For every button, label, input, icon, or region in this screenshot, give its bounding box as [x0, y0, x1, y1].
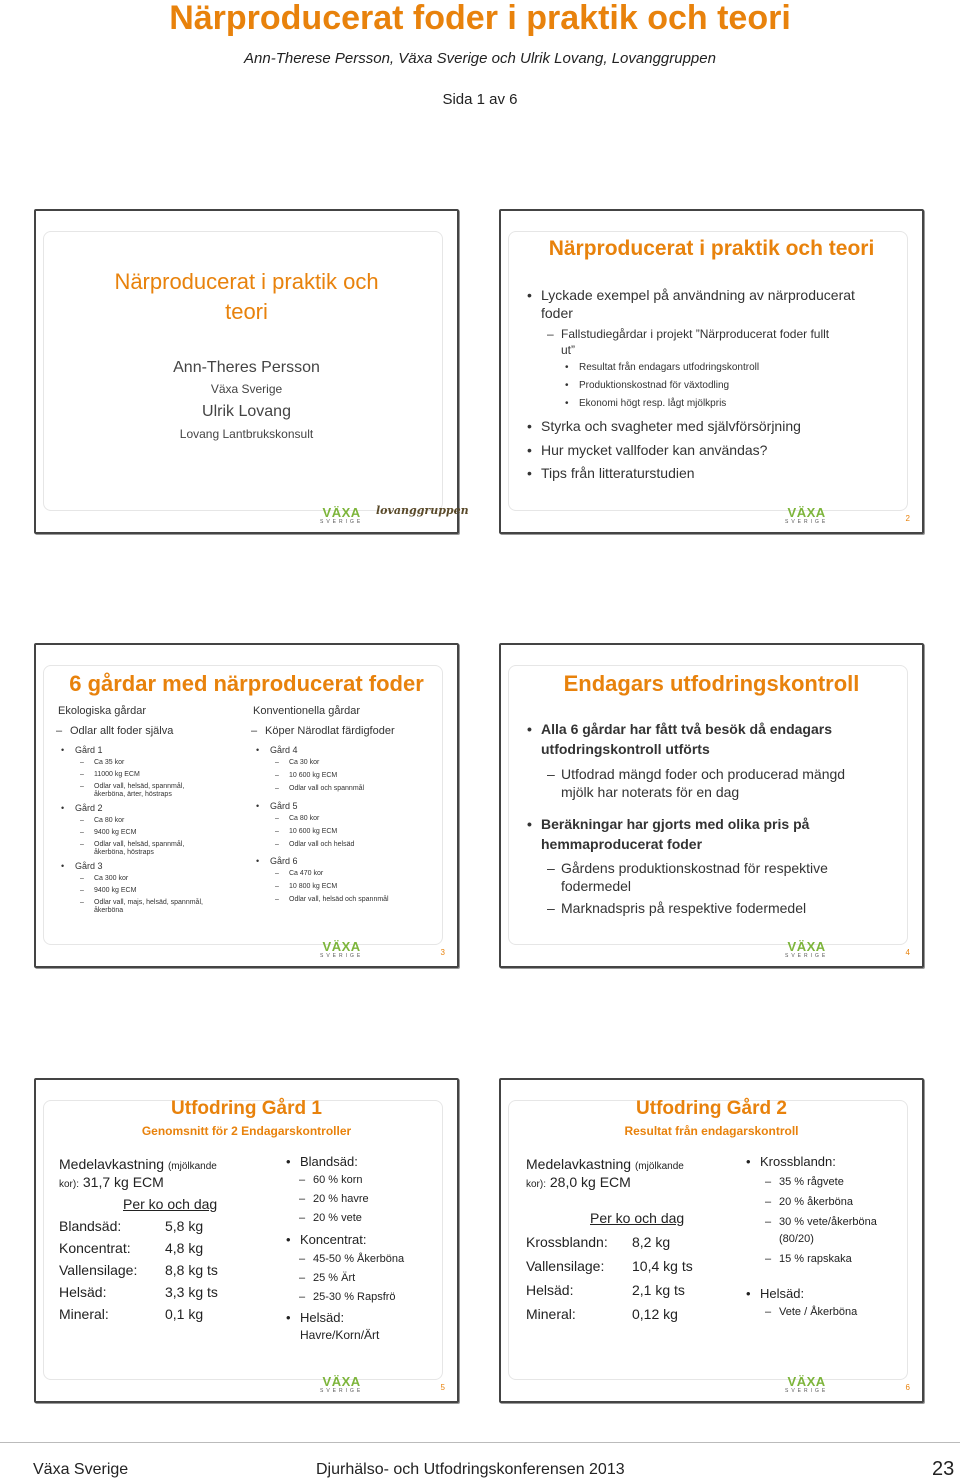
farm-4-cows: – Ca 30 kor: [289, 759, 319, 766]
slide-footer: [501, 504, 922, 532]
dash-3: – Marknadspris på respektive fodermedel: [561, 900, 806, 916]
slide-footer: [36, 1373, 457, 1401]
farm-5-cows: – Ca 80 kor: [289, 815, 319, 822]
farm-2-cows: – Ca 80 kor: [94, 817, 124, 824]
bullet-1-cont: utfodringskontroll utförts: [541, 741, 710, 757]
krossblandn-heading: • Krossblandn:: [760, 1154, 836, 1169]
farm-4-crops: – Odlar vall och spannmål: [289, 785, 364, 792]
footer-conference: Djurhälso- och Utfodringskonferensen 2013: [316, 1461, 625, 1478]
slide-1-title: [36, 267, 457, 327]
farm-3-crops-cont: åkerböna: [94, 907, 124, 914]
slide-footer: [501, 1373, 922, 1401]
feed-row-label: Helsäd:: [526, 1282, 574, 1298]
per-cow-heading: Per ko och dag: [123, 1196, 218, 1212]
bullet-1: • Lyckade exempel på användning av närproducerat: [541, 287, 855, 303]
slide-4-title: Endagars utfodringskontroll: [563, 671, 860, 696]
dash-1-cont: mjölk har noterats för en dag: [561, 784, 740, 800]
title-line-2: teori: [225, 299, 268, 324]
slide-3-title: 6 gårdar med närproducerat foder: [69, 671, 424, 696]
author-name-1: Ann-Theres Persson: [173, 359, 320, 376]
helsad-1: – Vete / Åkerböna: [779, 1306, 857, 1318]
sub-1: • Resultat från endagars utfodringskontroll: [579, 362, 759, 373]
helsad-heading: • Helsäd:: [300, 1310, 344, 1325]
kross-1: – 35 % rågvete: [779, 1176, 844, 1188]
feed-row-label: Koncentrat:: [59, 1240, 131, 1256]
vaxa-logo: VÄXA SVERIGE: [785, 1374, 829, 1394]
feed-row-value: 10,4 kg ts: [632, 1258, 693, 1274]
slide-number: 5: [440, 1383, 445, 1392]
feed-row-value: 0,1 kg: [165, 1306, 204, 1322]
avg-yield-value: kor): 28,0 kg ECM: [526, 1174, 631, 1190]
farm-2: • Gård 2: [75, 803, 103, 813]
feed-row-value: 4,8 kg: [165, 1240, 204, 1256]
kross-3-cont: (80/20): [779, 1233, 814, 1245]
farm-2-ecm: – 9400 kg ECM: [94, 829, 136, 836]
farm-3-cows: – Ca 300 kor: [94, 875, 128, 882]
slide-footer: [36, 504, 469, 532]
slide-footer: [501, 938, 922, 966]
feed-row-value: 8,2 kg: [632, 1234, 671, 1250]
footer-divider: [0, 1442, 960, 1443]
farm-2-crops-cont: åkerböna, höstraps: [94, 849, 154, 856]
document-title: Närproducerat foder i praktik och teori: [169, 0, 791, 37]
avg-yield-label: Medelavkastning (mjölkande: [59, 1156, 217, 1172]
bullet-2-cont: hemmaproducerat foder: [541, 836, 703, 852]
blandsad-2: – 20 % havre: [313, 1193, 369, 1205]
farm-5: • Gård 5: [270, 801, 298, 811]
kross-4: – 15 % rapskaka: [779, 1253, 852, 1265]
feed-row-label: Blandsäd:: [59, 1218, 122, 1234]
slide-1-authors: [36, 357, 457, 443]
slide-5-title: Utfodring Gård 1: [171, 1098, 322, 1119]
author-name-2: Ulrik Lovang: [202, 403, 291, 420]
vaxa-logo: VÄXA SVERIGE: [320, 505, 364, 525]
feed-row-value: 5,8 kg: [165, 1218, 204, 1234]
feed-row-label: Mineral:: [59, 1306, 109, 1322]
slide-number: 4: [905, 948, 910, 957]
vaxa-logo: VÄXA SVERIGE: [785, 939, 829, 959]
farm-1-ecm: – 11000 kg ECM: [94, 771, 140, 778]
farm-1-cows: – Ca 35 kor: [94, 759, 124, 766]
koncentrat-3: – 25-30 % Rapsfrö: [313, 1291, 396, 1303]
bullet-4: • Tips från litteraturstudien: [541, 465, 695, 481]
farm-4-ecm: – 10 600 kg ECM: [289, 772, 337, 779]
slide-2-title: Närproducerat i praktik och teori: [548, 237, 875, 260]
dash-1: – Fallstudiegårdar i projekt ”Närproducerat foder fullt: [561, 327, 829, 341]
bullet-3: • Hur mycket vallfoder kan användas?: [541, 442, 767, 458]
koncentrat-heading: • Koncentrat:: [300, 1232, 367, 1247]
koncentrat-2: – 25 % Ärt: [313, 1272, 355, 1284]
author-org-1: Växa Sverige: [210, 382, 283, 396]
slide-6-title: Utfodring Gård 2: [636, 1098, 787, 1119]
avg-yield-value: kor): 31,7 kg ECM: [59, 1174, 164, 1190]
slide-footer: [36, 938, 457, 966]
title-line-1: Närproducerat i praktik och: [114, 269, 379, 294]
vaxa-logo: VÄXA SVERIGE: [320, 939, 364, 959]
slide-4: [499, 643, 924, 968]
kross-3: – 30 % vete/åkerböna: [779, 1216, 877, 1228]
slide-5-subtitle: Genomsnitt för 2 Endagarskontroller: [141, 1124, 352, 1138]
bullet-1: • Alla 6 gårdar har fått två besök då endagars: [541, 721, 832, 737]
farm-1-crops: – Odlar vall, helsäd, spannmål,: [94, 783, 184, 790]
bullet-2: • Styrka och svagheter med självförsörjning: [541, 418, 801, 434]
farm-1-crops-cont: åkerböna, ärter, höstraps: [94, 791, 172, 798]
farm-3: • Gård 3: [75, 861, 103, 871]
footer-page-number: 23: [932, 1458, 955, 1480]
slide-number: 2: [905, 514, 910, 523]
slide-number: 3: [440, 948, 445, 957]
farm-6-cows: – Ca 470 kor: [289, 870, 323, 877]
author-org-2: Lovang Lantbrukskonsult: [179, 427, 314, 441]
kross-2: – 20 % åkerböna: [779, 1196, 853, 1208]
farm-6-crops: – Odlar vall, helsäd och spannmål: [289, 896, 389, 903]
farm-1: • Gård 1: [75, 745, 103, 755]
per-cow-heading: Per ko och dag: [590, 1210, 685, 1226]
feed-row-value: 0,12 kg: [632, 1306, 678, 1322]
dash-2-cont: fodermedel: [561, 878, 632, 894]
feed-row-label: Mineral:: [526, 1306, 576, 1322]
feed-row-label: Vallensilage:: [59, 1262, 138, 1278]
conv-heading: Konventionella gårdar: [253, 705, 361, 717]
koncentrat-1: – 45-50 % Åkerböna: [313, 1253, 404, 1265]
feed-row-value: 2,1 kg ts: [632, 1282, 685, 1298]
avg-yield-label: Medelavkastning (mjölkande: [526, 1156, 684, 1172]
slide-5: [34, 1078, 459, 1403]
blandsad-3: – 20 % vete: [313, 1212, 362, 1224]
feed-row-label: Helsäd:: [59, 1284, 107, 1300]
feed-row-label: Krossblandn:: [526, 1234, 608, 1250]
farm-3-crops: – Odlar vall, majs, helsäd, spannmål,: [94, 899, 203, 906]
slide-2: [499, 209, 924, 534]
bullet-1-cont: foder: [541, 305, 573, 321]
footer-org: Växa Sverige: [33, 1461, 129, 1478]
farm-6-ecm: – 10 800 kg ECM: [289, 883, 337, 890]
bullet-2: • Beräkningar har gjorts med olika pris på: [541, 816, 809, 832]
slide-6-subtitle: Resultat från endagarskontroll: [624, 1124, 799, 1138]
slide-6: [499, 1078, 924, 1403]
blandsad-1: – 60 % korn: [313, 1174, 363, 1186]
sub-2: • Produktionskostnad för växtodling: [579, 380, 729, 391]
slide-number: 6: [905, 1383, 910, 1392]
feed-row-label: Vallensilage:: [526, 1258, 605, 1274]
slide-1: [34, 209, 469, 534]
farm-3-ecm: – 9400 kg ECM: [94, 887, 136, 894]
farm-5-crops: – Odlar vall och helsäd: [289, 841, 354, 848]
dash-2: – Gårdens produktionskostnad för respektive: [561, 860, 828, 876]
dash-1: – Utfodrad mängd foder och producerad mängd: [561, 766, 845, 782]
feed-row-value: 3,3 kg ts: [165, 1284, 218, 1300]
slide-3: [34, 643, 459, 968]
helsad-1: Havre/Korn/Ärt: [300, 1328, 380, 1342]
helsad-heading: • Helsäd:: [760, 1286, 804, 1301]
document-authors: Ann-Therese Persson, Växa Sverige och Ulrik Lovang, Lovanggruppen: [244, 50, 716, 67]
sub-3: • Ekonomi högt resp. lågt mjölkpris: [579, 398, 726, 409]
vaxa-logo: VÄXA SVERIGE: [320, 1374, 364, 1394]
vaxa-logo: VÄXA SVERIGE: [785, 505, 829, 525]
farm-4: • Gård 4: [270, 745, 298, 755]
farm-6: • Gård 6: [270, 856, 298, 866]
blandsad-heading: • Blandsäd:: [300, 1154, 358, 1169]
farm-2-crops: – Odlar vall, helsäd, spannmål,: [94, 841, 184, 848]
page-info: Sida 1 av 6: [442, 91, 518, 108]
farm-5-ecm: – 10 600 kg ECM: [289, 828, 337, 835]
lovanggruppen-logo: lovanggruppen: [376, 504, 469, 517]
eco-sub: – Odlar allt foder själva: [70, 725, 173, 737]
eco-heading: Ekologiska gårdar: [58, 705, 147, 717]
dash-1-cont: ut”: [561, 343, 576, 357]
conv-sub: – Köper Närodlat färdigfoder: [265, 725, 395, 737]
feed-row-value: 8,8 kg ts: [165, 1262, 218, 1278]
